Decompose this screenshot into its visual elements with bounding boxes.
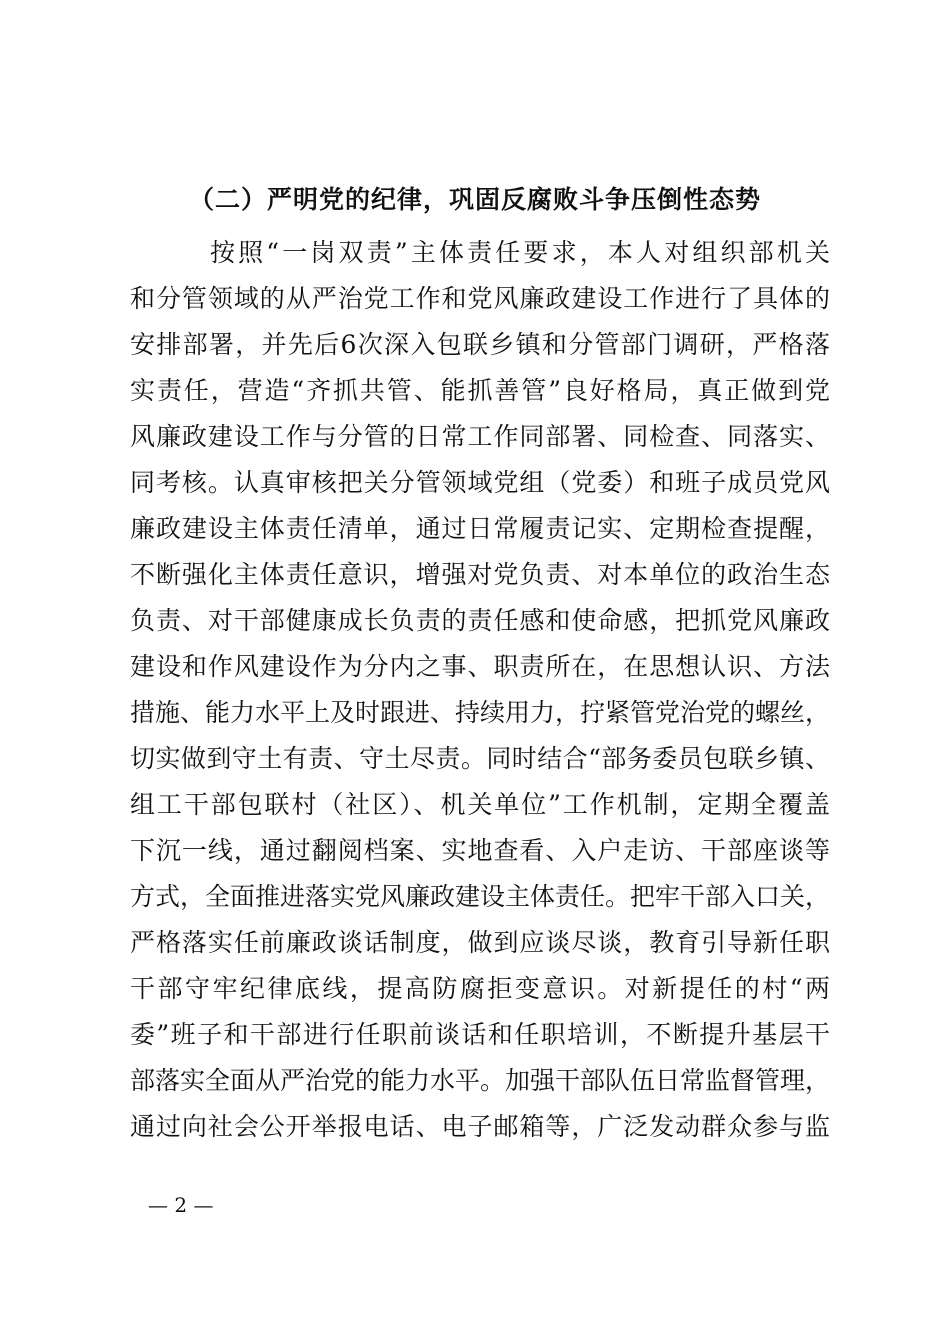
paragraph-line: 委”班子和干部进行任职前谈话和任职培训，不断提升基层干	[130, 1020, 830, 1049]
paragraph-line: 不断强化主体责任意识，增强对党负责、对本单位的政治生态	[130, 560, 830, 589]
paragraph-line: 和分管领域的从严治党工作和党风廉政建设工作进行了具体的	[130, 284, 830, 313]
paragraph-line: 负责、对干部健康成长负责的责任感和使命感，把抓党风廉政	[130, 606, 830, 635]
paragraph-line: 部落实全面从严治党的能力水平。加强干部队伍日常监督管理，	[130, 1066, 831, 1095]
paragraph-line: 干部守牢纪律底线，提高防腐拒变意识。对新提任的村“两	[130, 974, 830, 1003]
paragraph-line: 同考核。认真审核把关分管领域党组（党委）和班子成员党风	[130, 468, 830, 497]
paragraph-line: 安排部署，并先后6次深入包联乡镇和分管部门调研，严格落	[130, 330, 830, 359]
paragraph-line: 风廉政建设工作与分管的日常工作同部署、同检查、同落实、	[130, 422, 830, 451]
paragraph-line: 切实做到守土有责、守土尽责。同时结合“部务委员包联乡镇、	[130, 744, 830, 773]
paragraph-line: 建设和作风建设作为分内之事、职责所在，在思想认识、方法	[130, 652, 830, 681]
paragraph-line: 下沉一线，通过翻阅档案、实地查看、入户走访、干部座谈等	[130, 836, 830, 865]
paragraph-line: 措施、能力水平上及时跟进、持续用力，拧紧管党治党的螺丝，	[130, 698, 831, 727]
paragraph-line: 严格落实任前廉政谈话制度，做到应谈尽谈，教育引导新任职	[130, 928, 830, 957]
page-number: — 2 —	[148, 1193, 214, 1217]
paragraph-line: 通过向社会公开举报电话、电子邮箱等，广泛发动群众参与监	[130, 1112, 830, 1141]
paragraph-line: 按照“一岗双责”主体责任要求，本人对组织部机关	[210, 238, 830, 267]
paragraph-line: 组工干部包联村（社区）、机关单位”工作机制，定期全覆盖	[130, 790, 830, 819]
section-heading: （二）严明党的纪律，巩固反腐败斗争压倒性态势	[188, 185, 761, 214]
paragraph-line: 实责任，营造“齐抓共管、能抓善管”良好格局，真正做到党	[130, 376, 830, 405]
paragraph-line: 方式，全面推进落实党风廉政建设主体责任。把牢干部入口关，	[130, 882, 831, 911]
body-paragraph	[130, 230, 830, 1150]
paragraph-line: 廉政建设主体责任清单，通过日常履责记实、定期检查提醒，	[130, 514, 830, 543]
